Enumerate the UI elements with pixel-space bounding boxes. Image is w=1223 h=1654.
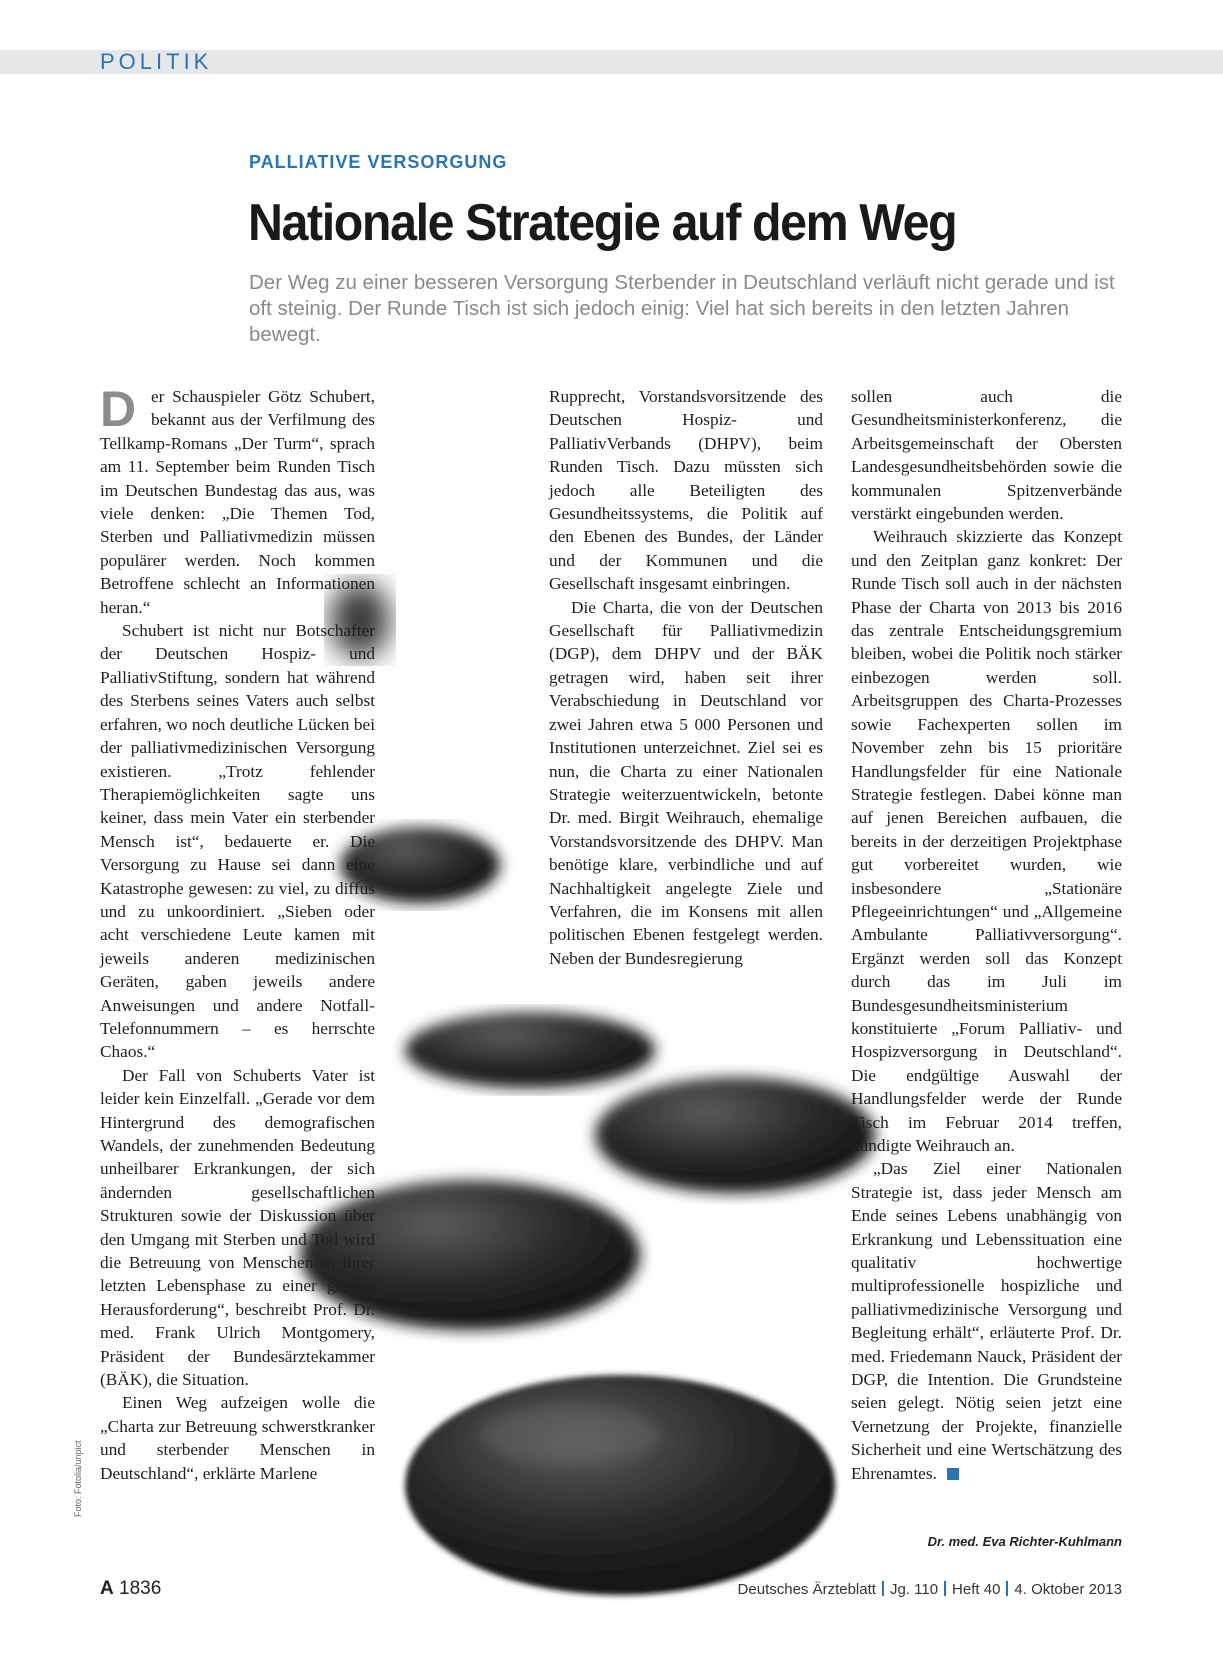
end-mark-icon [947,1468,959,1480]
paragraph: Die Charta, die von der Deutschen Gesellschaft für Palliativmedizin (DGP), dem DHPV und der BÄK getragen wird, haben seit ihrer Verabschiedung in Deutschland vor zwei Jahren etwa 5 000 Personen und Institutionen unterzeichnet. Ziel sei es nun, die Charta zu einer Nationalen Strategie weiterzuentwickeln, betonte Dr. med. Birgit Weihrauch, ehemalige Vorstandsvorsitzende des DHPV. Man benötige klare, verbindliche und auf Nachhaltigkeit angelegte Ziele und Verfahren, die im Konsens mit allen politischen Ebenen festgelegt werden. Neben der Bundesregierung [549,597,823,968]
paragraph: „Das Ziel einer Nationalen Strategie ist, dass jeder Mensch am Ende seines Lebens unabhängig von Erkrankung und Lebenssituation eine qualitativ hochwertige multiprofessionelle hospizliche und palliativmedizinische Versorgung und Begleitung erhält“, erläuterte Prof. Dr. med. Friedemann Nauck, Präsident der DGP, die Intention. Die Grundsteine seien gelegt. Nötig seien jetzt eine Vernetzung der Projekte, finanzielle Sicherheit und eine Wertschätzung des Ehrenamtes. [851,1159,1122,1483]
separator [882,1581,884,1596]
volume: Jg. 110 [889,1581,939,1598]
paragraph: Rupprecht, Vorstandsvorsitzende des Deutschen Hospiz- und PalliativVerbands (DHPV), beim Runden Tisch. Dazu müssten sich jedoch alle Beteiligten des Gesundheitssystems, die Politik auf den Ebenen des Bundes, der Länder und der Kommunen und die Gesellschaft insgesamt einbringen. [549,387,823,594]
text-column-3 [851,385,1122,1485]
photo-credit: Foto: Fotolia/unpict [73,1440,83,1517]
text-column-2 [549,385,823,970]
paragraph: Der Fall von Schuberts Vater ist leider kein Einzelfall. „Gerade vor dem Hintergrund des demografischen Wandels, der zunehmenden Bedeutung unheilbarer Erkrankungen, der sich ändernden gesellschaftlichen Strukturen sowie der Diskussion über den Umgang mit Sterben und Tod wird die Betreuung von Menschen in ihrer letzten Lebensphase zu einer großen Herausforderung“, beschreibt Prof. Dr. med. Frank Ulrich Montgomery, Präsident der Bundesärztekammer (BÄK), die Situation. [100,1065,375,1390]
stone-highlight [480,1405,660,1465]
journal-name: Deutsches Ärzteblatt [737,1581,876,1598]
paragraph: Schubert ist nicht nur Botschafter der Deutschen Hospiz- und PalliativStiftung, sondern hat während des Sterbens seines Vaters auch selbst erfahren, wo noch deutliche Lücken bei der palliativmedizinischen Versorgung existieren. „Trotz fehlender Therapiemöglichkeiten sagte uns keiner, dass mein Vater ein sterbender Mensch ist“, bedauerte er. Die Versorgung zu Hause sei dann eine Katastrophe gewesen: zu viel, zu diffus und zu unkoordiniert. „Sieben oder acht verschiedene Leute kamen mit jeweils anderen medizinischen Geräten, gaben jeweils andere Anweisungen und andere Notfall-Telefonnummern – es herrschte Chaos.“ [100,621,375,1062]
drop-cap: D [100,381,137,437]
article-lead: Der Weg zu einer besseren Versorgung Sterbender in Deutschland verläuft nicht gerade und ist oft steinig. Der Runde Tisch ist sich jedoch einig: Viel hat sich bereits in den letzten Jahren bewegt. [249,271,1115,346]
paragraph: Der Schauspieler Götz Schubert, bekannt aus der Verfilmung des Tellkamp-Romans „Der Turm“, sprach am 11. September beim Runden Tisch im Deutschen Bundestag das aus, was viele denken: „Die Themen Tod, Sterben und Palliativmedizin müssen populärer werden. Noch kommen Betroffene schlecht an Informationen heran.“ [100,381,375,617]
stone [405,1375,835,1595]
paragraph: sollen auch die Gesundheitsministerkonferenz, die Arbeitsgemeinschaft der Obersten Landesgesundheitsbehörden sowie die kommunalen Spitzenverbände verstärkt eingebunden werden. [851,387,1122,524]
article-kicker: PALLIATIVE VERSORGUNG [249,152,508,172]
paragraph: Weihrauch skizzierte das Konzept und den Zeitplan ganz konkret: Der Runde Tisch soll auch in der nächsten Phase der Charta von 2013 bis 2016 das zentrale Entscheidungsgremium bleiben, wobei die Politik noch stärker einbezogen werden soll. Arbeitsgruppen des Charta-Prozesses sowie Fachexperten sollen im November zehn bis 15 prioritäre Handlungsfelder für eine Nationale Strategie festlegen. Dabei könne man auf jenen Bereichen aufbauen, die bereits in der derzeitigen Projektphase gut vorbereitet wurden, wie insbesondere „Stationäre Pflegeeinrichtungen“ und „Allgemeine Ambulante Palliativversorgung“. Ergänzt werden soll das Konzept durch das im Juli im Bundesgesundheitsministerium konstituierte „Forum Palliativ- und Hospizversorgung in Deutschland“. Die endgültige Auswahl der Handlungsfelder werde der Runde Tisch im Februar 2014 treffen, kündigte Weihrauch an. [851,527,1122,1155]
page-number: A 1836 [100,1578,162,1599]
author-byline: Dr. med. Eva Richter-Kuhlmann [927,1534,1122,1549]
issue: Heft 40 [952,1581,1001,1598]
separator [944,1581,946,1596]
issue-date: 4. Oktober 2013 [1014,1581,1122,1598]
stone [595,1077,875,1193]
journal-footer [738,1581,1122,1598]
text-column-1 [100,381,375,1485]
section-label: POLITIK [100,49,213,74]
article-headline: Nationale Strategie auf dem Weg [248,194,957,252]
stone [405,1012,655,1088]
separator [1006,1581,1008,1596]
paragraph: Einen Weg aufzeigen wolle die „Charta zur Betreuung schwerstkranker und sterbender Menschen in Deutschland“, erklärte Marlene [100,1393,375,1483]
